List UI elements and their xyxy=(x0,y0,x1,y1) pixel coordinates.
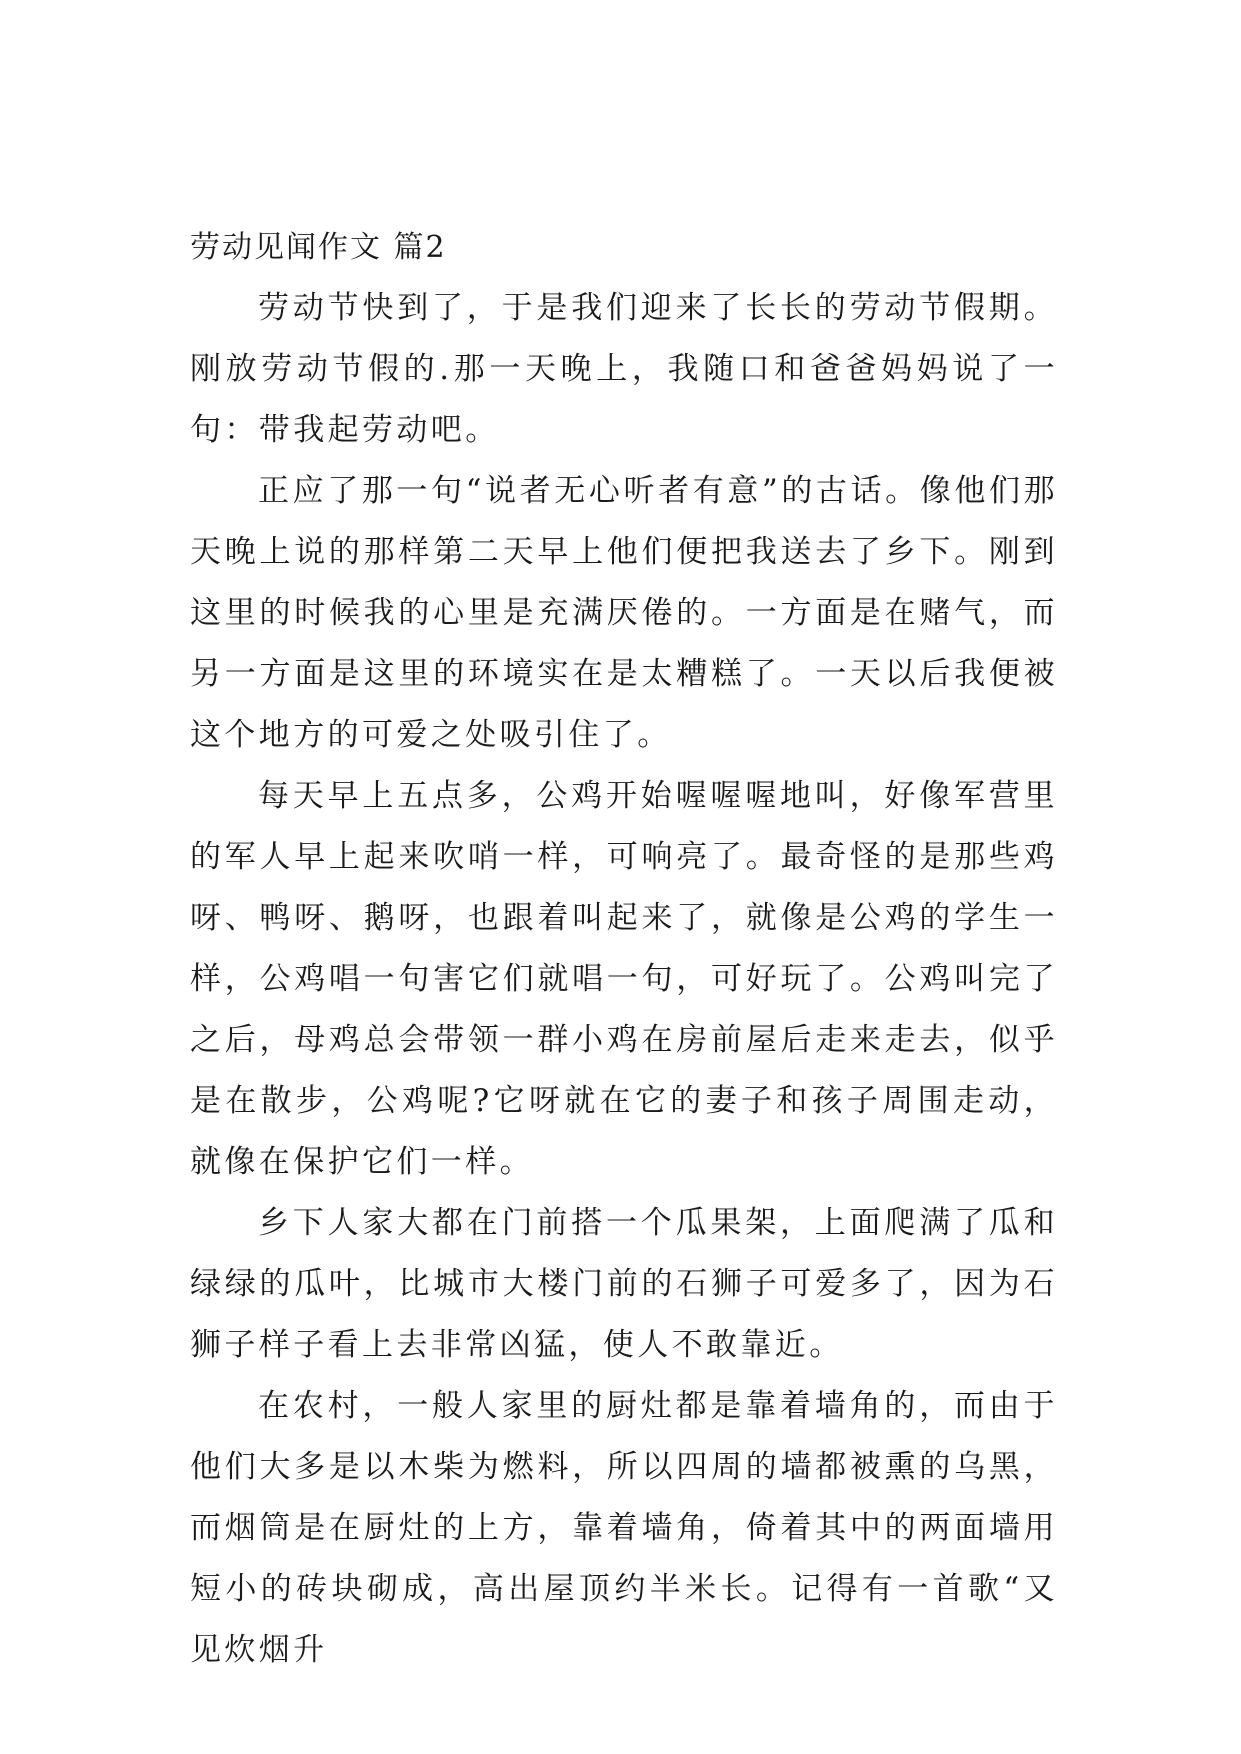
document-title: 劳动见闻作文 篇2 xyxy=(190,230,447,265)
document-body xyxy=(190,218,1058,1681)
paragraph: 劳动节快到了，于是我们迎来了长长的劳动节假期。刚放劳动节假的.那一天晚上，我随口和爸爸妈妈说了一句：带我起劳动吧。 xyxy=(190,290,1058,448)
paragraph: 正应了那一句“说者无心听者有意”的古话。像他们那天晚上说的那样第二天早上他们便把我送去了乡下。刚到这里的时候我的心里是充满厌倦的。一方面是在赌气，而另一方面是这里的环境实在是太糟糕了。一天以后我便被这个地方的可爱之处吸引住了。 xyxy=(190,473,1058,753)
paragraph: 在农村，一般人家里的厨灶都是靠着墙角的，而由于他们大多是以木柴为燃料，所以四周的墙都被熏的乌黑，而烟筒是在厨灶的上方，靠着墙角，倚着其中的两面墙用短小的砖块砌成，高出屋顶约半米长。记得有一首歌“又见炊烟升 xyxy=(190,1388,1058,1668)
paragraph: 乡下人家大都在门前搭一个瓜果架，上面爬满了瓜和绿绿的瓜叶，比城市大楼门前的石狮子可爱多了，因为石狮子样子看上去非常凶猛，使人不敢靠近。 xyxy=(190,1205,1058,1363)
paragraph: 每天早上五点多，公鸡开始喔喔喔地叫，好像军营里的军人早上起来吹哨一样，可响亮了。最奇怪的是那些鸡呀、鸭呀、鹅呀，也跟着叫起来了，就像是公鸡的学生一样，公鸡唱一句害它们就唱一句，可好玩了。公鸡叫完了之后，母鸡总会带领一群小鸡在房前屋后走来走去，似乎是在散步，公鸡呢?它呀就在它的妻子和孩子周围走动，就像在保护它们一样。 xyxy=(190,778,1058,1180)
